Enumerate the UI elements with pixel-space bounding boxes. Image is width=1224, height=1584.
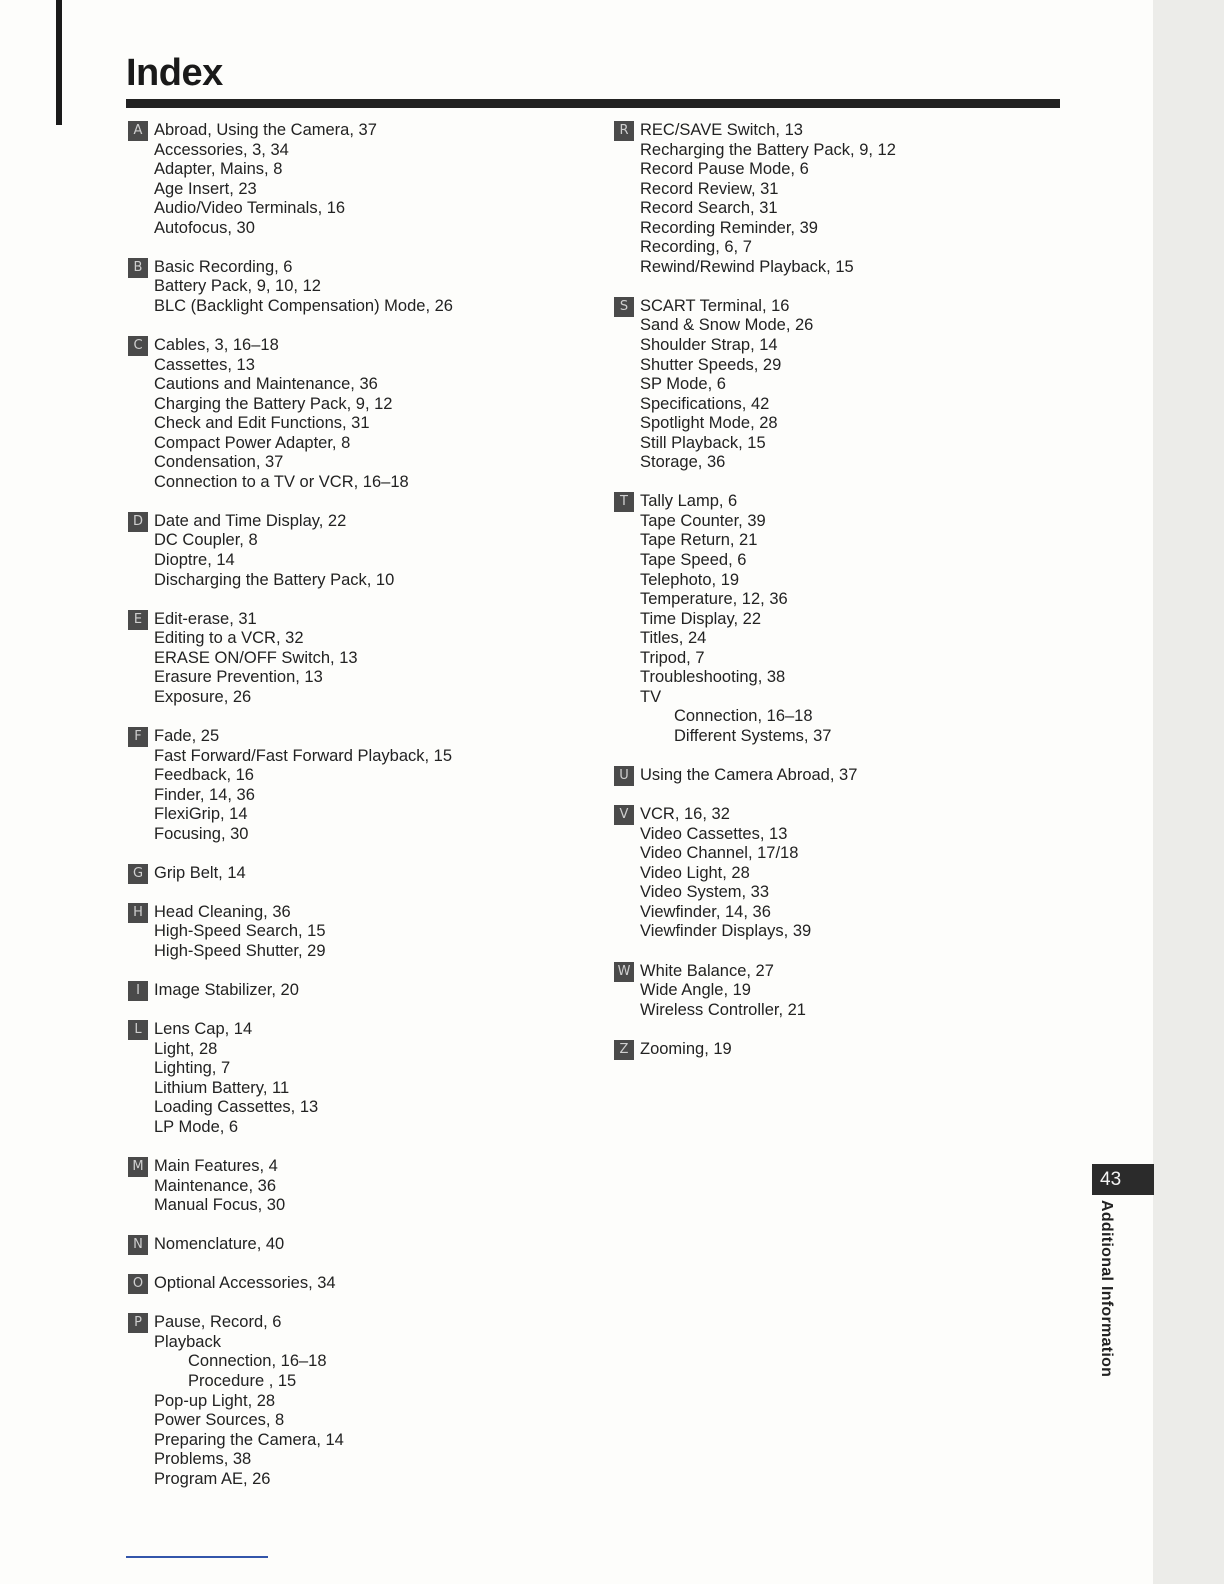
index-subentry: Different Systems, 37 — [674, 726, 832, 745]
index-letter-group — [128, 512, 453, 590]
section-label: Additional Information — [1098, 1200, 1115, 1378]
index-letter-group — [128, 1313, 453, 1489]
index-entry: REC/SAVE Switch, 13 — [640, 121, 803, 139]
index-entry: BLC (Backlight Compensation) Mode, 26 — [154, 296, 453, 315]
index-entry: Spotlight Mode, 28 — [640, 414, 778, 433]
index-letter-group — [614, 766, 896, 786]
index-entry: SP Mode, 6 — [640, 375, 726, 394]
index-entry: Pop-up Light, 28 — [154, 1391, 276, 1410]
index-column-left — [128, 121, 453, 1509]
index-entry: Shutter Speeds, 29 — [640, 355, 782, 374]
index-letter-group — [128, 864, 453, 884]
index-entry: Lens Cap, 14 — [154, 1020, 253, 1039]
index-entry: Zooming, 19 — [640, 1039, 732, 1058]
index-entry: Record Review, 31 — [640, 179, 779, 198]
index-entry: Troubleshooting, 38 — [640, 668, 786, 687]
letter-badge: Z — [614, 1040, 634, 1060]
letter-badge: V — [614, 805, 634, 825]
index-entry: Condensation, 37 — [154, 453, 284, 472]
index-entry: White Balance, 27 — [640, 961, 774, 980]
index-entry: Pause, Record, 6 — [154, 1313, 282, 1332]
index-entry: Storage, 36 — [640, 453, 726, 472]
index-entry: Light, 28 — [154, 1039, 218, 1058]
index-entry: Temperature, 12, 36 — [640, 590, 788, 609]
index-letter-group — [128, 1020, 453, 1137]
letter-badge: T — [614, 492, 634, 512]
index-letter-group — [128, 1235, 453, 1255]
index-entry: Battery Pack, 9, 10, 12 — [154, 277, 321, 296]
index-entry: Wireless Controller, 21 — [640, 1000, 806, 1019]
index-entry: Recording Reminder, 39 — [640, 218, 818, 237]
index-entry: FlexiGrip, 14 — [154, 805, 248, 824]
letter-badge: C — [128, 336, 148, 356]
index-entry: Connection to a TV or VCR, 16–18 — [154, 472, 409, 491]
letter-badge: E — [128, 610, 148, 630]
index-entry: Abroad, Using the Camera, 37 — [154, 121, 377, 139]
index-entry: Cassettes, 13 — [154, 355, 255, 374]
binding-edge-bar — [56, 0, 62, 125]
index-entry: Optional Accessories, 34 — [154, 1274, 336, 1293]
letter-badge: D — [128, 512, 148, 532]
index-entry: Specifications, 42 — [640, 394, 770, 413]
index-entry: Tape Speed, 6 — [640, 551, 747, 570]
index-letter-group — [614, 1040, 896, 1060]
index-entry: High-Speed Search, 15 — [154, 922, 326, 941]
index-entry: Basic Recording, 6 — [154, 257, 293, 276]
index-entry: Tape Counter, 39 — [640, 511, 766, 530]
index-column-right — [614, 121, 896, 1079]
index-entry: VCR, 16, 32 — [640, 805, 730, 824]
index-letter-group — [614, 297, 896, 473]
index-entry: Playback — [154, 1332, 221, 1351]
index-entry: Exposure, 26 — [154, 687, 252, 706]
index-entry: Erasure Prevention, 13 — [154, 668, 323, 687]
index-entry: Nomenclature, 40 — [154, 1235, 285, 1254]
index-entry: Lighting, 7 — [154, 1059, 231, 1078]
index-entry: Head Cleaning, 36 — [154, 902, 291, 921]
index-entry: Compact Power Adapter, 8 — [154, 433, 351, 452]
index-entry: Adapter, Mains, 8 — [154, 160, 283, 179]
letter-badge: I — [128, 981, 148, 1001]
index-entry: Titles, 24 — [640, 629, 707, 648]
index-entry: Using the Camera Abroad, 37 — [640, 766, 858, 785]
index-entry: Tally Lamp, 6 — [640, 492, 738, 511]
index-entry: Check and Edit Functions, 31 — [154, 414, 370, 433]
footer-rule — [126, 1556, 268, 1558]
letter-badge: P — [128, 1313, 148, 1333]
index-entry: Tripod, 7 — [640, 648, 705, 667]
letter-badge: U — [614, 766, 634, 786]
index-entry: Viewfinder, 14, 36 — [640, 902, 771, 921]
index-entry: Focusing, 30 — [154, 824, 249, 843]
index-entry: Discharging the Battery Pack, 10 — [154, 570, 395, 589]
index-entry: Fast Forward/Fast Forward Playback, 15 — [154, 746, 453, 765]
index-entry: Record Search, 31 — [640, 199, 778, 218]
index-entry: TV — [640, 687, 662, 706]
index-letter-group — [128, 903, 453, 962]
index-entry: Still Playback, 15 — [640, 433, 766, 452]
index-entry: Manual Focus, 30 — [154, 1196, 286, 1215]
index-entry: Program AE, 26 — [154, 1469, 271, 1488]
index-entry: Sand & Snow Mode, 26 — [640, 316, 814, 335]
index-letter-group — [128, 727, 453, 844]
index-entry: Time Display, 22 — [640, 609, 762, 628]
index-entry: Feedback, 16 — [154, 766, 254, 785]
index-entry: Editing to a VCR, 32 — [154, 629, 304, 648]
letter-badge: O — [128, 1274, 148, 1294]
page-number-badge: 43 — [1092, 1164, 1154, 1195]
page-title: Index — [126, 52, 223, 94]
index-entry: Problems, 38 — [154, 1450, 252, 1469]
index-subentry: Connection, 16–18 — [188, 1352, 327, 1371]
title-rule — [126, 99, 1060, 108]
letter-badge: L — [128, 1020, 148, 1040]
index-entry: Telephoto, 19 — [640, 570, 740, 589]
index-entry: Autofocus, 30 — [154, 218, 255, 237]
index-entry: Video Channel, 17/18 — [640, 844, 799, 863]
index-letter-group — [614, 962, 896, 1021]
index-entry: Preparing the Camera, 14 — [154, 1430, 344, 1449]
page-edge-shadow — [1153, 0, 1224, 1584]
index-letter-group — [128, 1274, 453, 1294]
index-entry: Edit-erase, 31 — [154, 609, 257, 628]
index-entry: Lithium Battery, 11 — [154, 1078, 290, 1097]
index-entry: Accessories, 3, 34 — [154, 140, 289, 159]
index-entry: Main Features, 4 — [154, 1156, 278, 1175]
index-entry: Image Stabilizer, 20 — [154, 981, 299, 1000]
index-letter-group — [614, 121, 896, 277]
index-letter-group — [614, 805, 896, 942]
index-entry: Recharging the Battery Pack, 9, 12 — [640, 140, 896, 159]
index-letter-group — [128, 1157, 453, 1216]
index-entry: Loading Cassettes, 13 — [154, 1098, 319, 1117]
index-entry: Power Sources, 8 — [154, 1411, 285, 1430]
index-entry: Video Cassettes, 13 — [640, 824, 788, 843]
index-subentry: Connection, 16–18 — [674, 707, 813, 726]
letter-badge: N — [128, 1235, 148, 1255]
index-entry: Wide Angle, 19 — [640, 981, 751, 1000]
index-entry: Recording, 6, 7 — [640, 238, 752, 257]
letter-badge: M — [128, 1157, 148, 1177]
index-entry: Video System, 33 — [640, 883, 770, 902]
letter-badge: B — [128, 258, 148, 278]
index-entry: Rewind/Rewind Playback, 15 — [640, 257, 854, 276]
index-entry: Charging the Battery Pack, 9, 12 — [154, 394, 393, 413]
index-entry: Maintenance, 36 — [154, 1176, 277, 1195]
index-entry: Video Light, 28 — [640, 863, 750, 882]
index-entry: High-Speed Shutter, 29 — [154, 941, 326, 960]
index-letter-group — [128, 610, 453, 708]
index-entry: Dioptre, 14 — [154, 551, 235, 570]
index-entry: Age Insert, 23 — [154, 179, 257, 198]
letter-badge: W — [614, 962, 634, 982]
index-entry: Date and Time Display, 22 — [154, 511, 347, 530]
index-entry: LP Mode, 6 — [154, 1117, 239, 1136]
index-entry: Viewfinder Displays, 39 — [640, 922, 812, 941]
index-entry: Fade, 25 — [154, 726, 220, 745]
index-entry: ERASE ON/OFF Switch, 13 — [154, 648, 358, 667]
index-letter-group — [128, 121, 453, 238]
index-entry: Cautions and Maintenance, 36 — [154, 375, 378, 394]
index-letter-group — [128, 258, 453, 317]
index-entry: SCART Terminal, 16 — [640, 296, 790, 315]
letter-badge: F — [128, 727, 148, 747]
letter-badge: A — [128, 121, 148, 141]
index-letter-group — [128, 336, 453, 492]
letter-badge: G — [128, 864, 148, 884]
index-entry: DC Coupler, 8 — [154, 531, 258, 550]
index-entry: Cables, 3, 16–18 — [154, 336, 279, 355]
index-subentry: Procedure , 15 — [188, 1372, 297, 1390]
index-letter-group — [128, 981, 453, 1001]
index-entry: Finder, 14, 36 — [154, 785, 255, 804]
index-entry: Shoulder Strap, 14 — [640, 336, 778, 355]
letter-badge: H — [128, 903, 148, 923]
index-entry: Record Pause Mode, 6 — [640, 160, 809, 179]
index-entry: Grip Belt, 14 — [154, 863, 246, 882]
index-entry: Tape Return, 21 — [640, 531, 758, 550]
letter-badge: S — [614, 297, 634, 317]
index-letter-group — [614, 492, 896, 746]
index-entry: Audio/Video Terminals, 16 — [154, 199, 346, 218]
letter-badge: R — [614, 121, 634, 141]
